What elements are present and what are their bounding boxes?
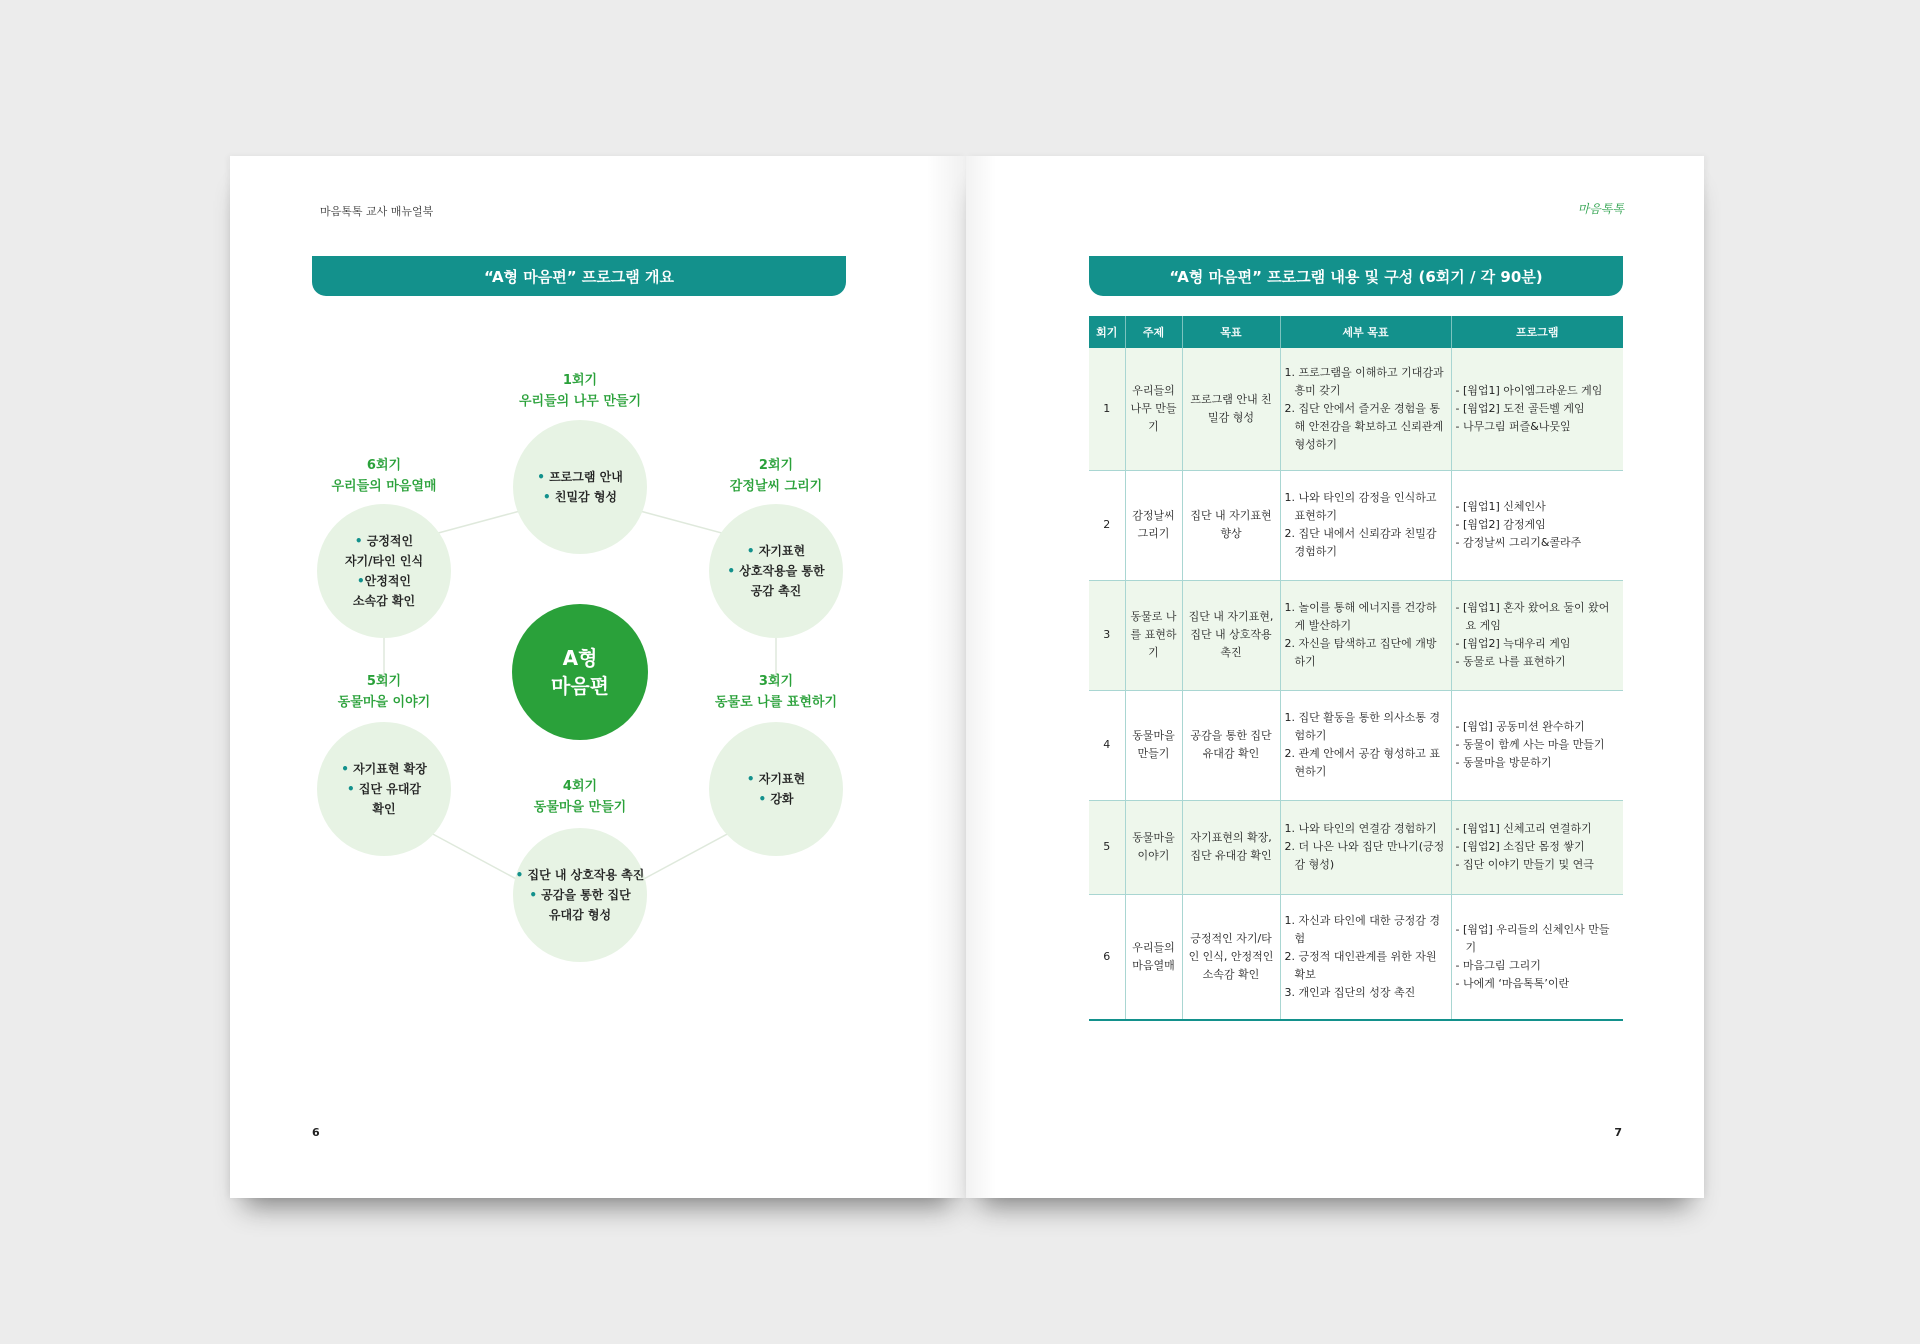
table-row (1089, 580, 1623, 690)
session-2-label: 2회기 감정날씨 그리기 (729, 458, 823, 494)
logo: 마음톡톡 (1577, 202, 1624, 216)
session-5-label: 5회기 동물마을 이야기 (337, 674, 431, 710)
program-item: - [웜업] 공동미션 완수하기 (1455, 720, 1585, 733)
details-cell (1280, 690, 1451, 800)
detail-item: 2. 집단 안에서 즐거운 경험을 통해 안전감을 확보하고 신뢰관계 형성하기 (1284, 401, 1444, 451)
detail-item: 2. 긍정적 대인관계를 위한 자원 확보 (1284, 949, 1437, 981)
header-details: 세부 목표 (1280, 316, 1451, 348)
detail-item: 1. 자신과 타인에 대한 긍정감 경험 (1284, 913, 1440, 945)
detail-item: 1. 놀이를 통해 에너지를 건강하게 발산하기 (1284, 601, 1437, 632)
table-row (1089, 690, 1623, 800)
table-row (1089, 470, 1623, 580)
details-cell (1280, 894, 1451, 1020)
program-item: - [웜업1] 아이엠그라운드 게임 (1455, 383, 1603, 397)
goal-cell: 자기표현의 확장, 집단 유대감 확인 (1182, 800, 1280, 894)
program-item: - [웜업2] 도전 골든벨 게임 (1455, 401, 1585, 415)
program-item: - [웜업1] 신체고리 연결하기 (1455, 822, 1592, 835)
session-1-label: 1회기 우리들의 나무 만들기 (518, 373, 642, 409)
detail-item: 2. 더 나은 나와 집단 만나기(긍정감 형성) (1284, 840, 1445, 871)
program-cell (1451, 690, 1623, 800)
right-page (966, 156, 1704, 1198)
session-5-node: • 자기표현 확장 • 집단 유대감 확인 (317, 722, 451, 856)
details-cell (1280, 470, 1451, 580)
header-session: 회기 (1089, 316, 1125, 348)
table-header-row (1089, 316, 1623, 348)
session-cell: 5 (1089, 800, 1125, 894)
session-6-label: 6회기 우리들의 마음열매 (331, 458, 437, 494)
overview-banner: “A형 마음편” 프로그램 개요 (312, 256, 846, 296)
session-2-node: • 자기표현 • 상호작용을 통한 공감 촉진 (709, 504, 843, 638)
header-program: 프로그램 (1451, 316, 1623, 348)
program-item: - 나에게 ‘마음톡톡’이란 (1455, 976, 1570, 990)
detail-item: 1. 프로그램을 이해하고 기대감과 흥미 갖기 (1284, 365, 1444, 397)
gutter-shadow (966, 156, 996, 1198)
table-row (1089, 800, 1623, 894)
program-item: - 마음그림 그리기 (1455, 958, 1541, 972)
program-cell (1451, 348, 1623, 470)
program-item: - 나무그림 퍼즐&나뭇잎 (1455, 419, 1571, 433)
goal-cell: 공감을 통한 집단 유대감 확인 (1182, 690, 1280, 800)
session-cell: 3 (1089, 580, 1125, 690)
program-item: - 집단 이야기 만들기 및 연극 (1455, 858, 1594, 871)
program-item: - 동물마을 방문하기 (1455, 756, 1552, 769)
program-table (1089, 316, 1623, 1021)
session-cell: 4 (1089, 690, 1125, 800)
session-cell: 1 (1089, 348, 1125, 470)
detail-item: 3. 개인과 집단의 성장 촉진 (1284, 985, 1416, 999)
program-item: - [웜업2] 감정게임 (1455, 518, 1546, 531)
goal-cell: 집단 내 자기표현, 집단 내 상호작용 촉진 (1182, 580, 1280, 690)
program-cycle-diagram (230, 156, 966, 1198)
detail-item: 2. 자신을 탐색하고 집단에 개방하기 (1284, 637, 1437, 668)
program-item: - 동물이 함께 사는 마을 만들기 (1455, 738, 1605, 751)
running-head: 마음톡톡 교사 매뉴얼북 (320, 205, 434, 218)
program-item: - [웜업1] 신체인사 (1455, 500, 1546, 513)
page-number-left: 6 (312, 1126, 320, 1139)
detail-item: 1. 나와 타인의 연결감 경험하기 (1284, 822, 1437, 835)
detail-item: 1. 집단 활동을 통한 의사소통 경험하기 (1284, 711, 1440, 742)
program-cell (1451, 894, 1623, 1020)
session-cell: 2 (1089, 470, 1125, 580)
details-cell (1280, 800, 1451, 894)
topic-cell: 동물마을 만들기 (1125, 690, 1182, 800)
program-item: - 동물로 나를 표현하기 (1455, 655, 1566, 668)
program-item: - [웜업2] 소집단 몸정 쌓기 (1455, 840, 1585, 853)
program-table-banner: “A형 마음편” 프로그램 내용 및 구성 (6회기 / 각 90분) (1089, 256, 1623, 296)
page-number-right: 7 (1614, 1126, 1622, 1139)
session-3-node: • 자기표현 • 강화 (709, 722, 843, 856)
topic-cell: 우리들의 마음열매 (1125, 894, 1182, 1020)
program-cell (1451, 800, 1623, 894)
session-1-node: • 프로그램 안내 • 친밀감 형성 (513, 420, 647, 554)
table-row (1089, 894, 1623, 1020)
topic-cell: 우리들의 나무 만들기 (1125, 348, 1182, 470)
detail-item: 2. 집단 내에서 신뢰감과 친밀감 경험하기 (1284, 527, 1437, 558)
session-6-node: • 긍정적인 자기/타인 인식 •안정적인 소속감 확인 (317, 504, 451, 638)
program-cell (1451, 580, 1623, 690)
left-page (230, 156, 966, 1198)
details-cell (1280, 580, 1451, 690)
topic-cell: 감정날씨 그리기 (1125, 470, 1182, 580)
program-cell (1451, 470, 1623, 580)
goal-cell: 긍정적인 자기/타인 인식, 안정적인 소속감 확인 (1182, 894, 1280, 1020)
session-4-node: • 집단 내 상호작용 촉진 • 공감을 통한 집단 유대감 형성 (513, 828, 647, 962)
program-item: - 감정날씨 그리기&콜라주 (1455, 536, 1582, 549)
session-cell: 6 (1089, 894, 1125, 1020)
topic-cell: 동물마을 이야기 (1125, 800, 1182, 894)
detail-item: 1. 나와 타인의 감정을 인식하고 표현하기 (1284, 491, 1437, 522)
goal-cell: 프로그램 안내 친밀감 형성 (1182, 348, 1280, 470)
program-item: - [웜업1] 혼자 왔어요 둘이 왔어요 게임 (1455, 601, 1610, 632)
header-goal: 목표 (1182, 316, 1280, 348)
detail-item: 2. 관계 안에서 공감 형성하고 표현하기 (1284, 747, 1440, 778)
program-item: - [웜업2] 늑대우리 게임 (1455, 637, 1571, 650)
session-4-label: 4회기 동물마을 만들기 (533, 779, 627, 815)
topic-cell: 동물로 나를 표현하기 (1125, 580, 1182, 690)
session-3-label: 3회기 동물로 나를 표현하기 (714, 674, 838, 710)
table-row (1089, 348, 1623, 470)
center-node: A형 마음편 (512, 604, 648, 740)
header-topic: 주제 (1125, 316, 1182, 348)
program-item: - [웜업] 우리들의 신체인사 만들기 (1455, 922, 1610, 954)
goal-cell: 집단 내 자기표현 향상 (1182, 470, 1280, 580)
details-cell (1280, 348, 1451, 470)
